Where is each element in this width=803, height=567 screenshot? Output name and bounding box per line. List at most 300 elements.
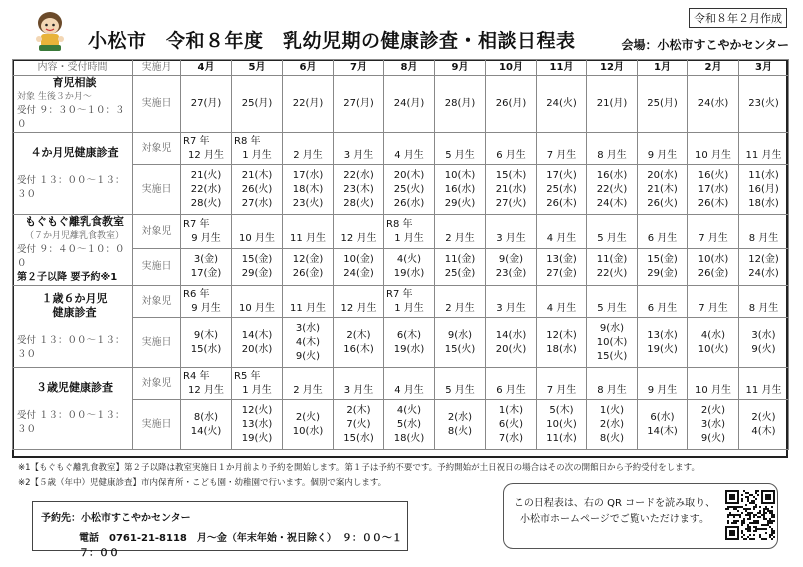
row-reception: 受付 ９：３０～１０：３０ (17, 105, 125, 130)
date-line: 13(金) (546, 254, 577, 266)
date-line: 27(金) (546, 268, 577, 280)
date-line: 2(火) (700, 404, 726, 416)
target-cell (587, 133, 638, 165)
page-title: 小松市 令和８年度 乳幼児期の健康診査・相談日程表 (88, 30, 576, 52)
date-line: 16(火) (697, 169, 729, 181)
date-cell (181, 318, 232, 368)
date-line: 11(金) (596, 254, 628, 266)
header-month: 11月 (537, 60, 587, 76)
target-cell (384, 133, 435, 165)
date-cell (232, 165, 283, 215)
date-line: 24(木) (596, 197, 628, 209)
date-line: 2(木) (346, 404, 371, 416)
row-title: ４か月児健康診査 (30, 145, 119, 159)
date-line: 18(木) (292, 183, 324, 195)
target-cell (232, 286, 283, 318)
date-cell (537, 249, 587, 286)
date-line: 9(火) (751, 343, 776, 355)
date-line: 2(火) (751, 411, 776, 423)
target-month: 11 月生 (290, 232, 326, 244)
row-reception: 受付 １３：００～１３：３０ (17, 334, 125, 360)
qr-code-icon[interactable] (725, 490, 775, 540)
header-month: 7月 (334, 60, 384, 76)
row-target: 対象 生後３か月～ (17, 92, 92, 102)
date-cell (435, 165, 486, 215)
date-line: 20(木) (393, 169, 425, 181)
date-line: 9(金) (498, 254, 524, 266)
target-cell (334, 286, 384, 318)
qr-text-line2: 小松市ホームページでご覧いただけます。 (520, 514, 709, 525)
date-line: 18(水) (546, 343, 577, 355)
table-row (13, 76, 789, 133)
date-cell (587, 165, 638, 215)
date-line: 3(水) (700, 418, 726, 430)
header-kind: 実施月 (133, 60, 181, 76)
date-cell (638, 165, 688, 215)
date-cell: 27(月) (181, 76, 232, 133)
target-month: 9 月生 (191, 232, 221, 244)
date-line: 23(火) (292, 197, 324, 209)
header-month: 9月 (435, 60, 486, 76)
date-line: 17(金) (190, 268, 222, 280)
target-month: 7 月生 (546, 384, 577, 396)
date-line: 8(水) (193, 411, 219, 423)
date-cell (181, 400, 232, 450)
created-date: 令和８年２月作成 (689, 8, 787, 28)
row-label-r4 (13, 286, 133, 368)
target-cell (283, 286, 334, 318)
target-month: 10 月生 (239, 232, 275, 244)
target-cell (181, 368, 232, 400)
impl-label: 実施日 (133, 165, 181, 215)
date-line: 19(水) (393, 268, 425, 280)
date-line: 5(木) (549, 404, 574, 416)
target-month: 6 月生 (496, 384, 526, 396)
target-month: 1 月生 (242, 384, 272, 396)
date-line: 26(木) (697, 197, 729, 209)
date-line: 9(木) (193, 329, 219, 341)
date-cell (384, 165, 435, 215)
date-line: 24(金) (343, 268, 374, 280)
target-year: R7 年 (386, 288, 413, 300)
date-cell (537, 165, 587, 215)
date-line: 29(金) (241, 268, 273, 280)
date-line: 28(火) (190, 197, 222, 209)
target-cell (537, 286, 587, 318)
date-line: 10(火) (697, 343, 729, 355)
date-line: 19(火) (647, 343, 678, 355)
date-cell (334, 400, 384, 450)
date-line: 15(水) (343, 432, 374, 444)
date-line: 2(木) (346, 329, 371, 341)
date-line: 4(水) (700, 329, 726, 341)
target-month: 6 月生 (496, 149, 526, 161)
date-line: 6(木) (396, 329, 422, 341)
date-cell (384, 318, 435, 368)
date-line: 25(水) (546, 183, 577, 195)
date-line: 27(火) (495, 197, 527, 209)
target-month: 3 月生 (343, 384, 374, 396)
date-line: 12(金) (748, 254, 779, 266)
target-cell (181, 286, 232, 318)
table-row (13, 286, 789, 318)
date-line: 9(火) (295, 350, 321, 362)
date-line: 14(木) (647, 425, 678, 437)
row-reception: 受付 ９：４０～１０：００ (17, 244, 125, 269)
date-cell (384, 249, 435, 286)
date-line: 19(火) (241, 432, 273, 444)
date-line: 23(木) (343, 183, 374, 195)
target-cell (688, 215, 739, 249)
target-month: 3 月生 (496, 302, 526, 314)
date-line: 17(火) (546, 169, 577, 181)
date-line: 26(水) (393, 197, 425, 209)
target-cell (587, 286, 638, 318)
date-cell (739, 249, 789, 286)
date-line: 17(水) (292, 169, 324, 181)
date-cell (486, 400, 537, 450)
date-line: 10(木) (444, 169, 476, 181)
schedule-table (12, 59, 789, 450)
date-line: 11(水) (546, 432, 577, 444)
date-line: 25(金) (444, 268, 476, 280)
date-cell (181, 249, 232, 286)
date-cell (181, 165, 232, 215)
target-year: R7 年 (183, 135, 210, 147)
qr-box (503, 483, 778, 549)
target-label: 対象児 (133, 215, 181, 249)
date-line: 15(金) (647, 254, 678, 266)
row-reception: 受付 １３：００～１３：３０ (17, 174, 125, 200)
date-line: 22(火) (596, 183, 628, 195)
date-line: 9(水) (447, 329, 473, 341)
target-month: 5 月生 (445, 149, 475, 161)
target-cell (537, 215, 587, 249)
date-line: 5(水) (396, 418, 422, 430)
date-line: 4(火) (396, 404, 422, 416)
target-year: R4 年 (183, 370, 210, 382)
date-cell: 25(月) (232, 76, 283, 133)
target-month: 6 月生 (647, 232, 678, 244)
date-line: 9(水) (599, 322, 625, 334)
target-cell (181, 215, 232, 249)
header-month: 2月 (688, 60, 739, 76)
date-line: 27(水) (241, 197, 273, 209)
date-cell: 27(月) (334, 76, 384, 133)
date-line: 12(木) (546, 329, 577, 341)
impl-label: 実施日 (133, 318, 181, 368)
date-line: 29(火) (444, 197, 476, 209)
date-cell: 22(月) (283, 76, 334, 133)
header-month: 12月 (587, 60, 638, 76)
date-line: 16(水) (596, 169, 628, 181)
row-label-ikuji (13, 76, 133, 133)
date-cell (334, 249, 384, 286)
date-line: 10(水) (292, 425, 324, 437)
target-cell (486, 215, 537, 249)
target-month: 10 月生 (239, 302, 275, 314)
reserve-note: 第２子以降 要予約※1 (17, 272, 118, 283)
date-line: 14(水) (495, 329, 527, 341)
target-cell (384, 368, 435, 400)
impl-label: 実施日 (133, 76, 181, 133)
target-year: R5 年 (234, 370, 261, 382)
date-line: 6(水) (650, 411, 675, 423)
date-cell (232, 318, 283, 368)
date-line: 1(火) (599, 404, 625, 416)
date-cell: 28(月) (435, 76, 486, 133)
target-cell (232, 215, 283, 249)
header-month: 8月 (384, 60, 435, 76)
date-line: 8(火) (447, 425, 473, 437)
date-cell (384, 400, 435, 450)
target-cell (537, 133, 587, 165)
target-label: 対象児 (133, 286, 181, 318)
target-year: R8 年 (234, 135, 261, 147)
date-line: 25(火) (393, 183, 425, 195)
date-line: 12(火) (241, 404, 273, 416)
target-month: 8 月生 (748, 232, 779, 244)
target-month: 12 月生 (340, 302, 377, 314)
date-cell: 24(火) (537, 76, 587, 133)
target-month: 5 月生 (597, 232, 627, 244)
date-cell (739, 165, 789, 215)
date-cell (688, 249, 739, 286)
target-month: 5 月生 (597, 302, 627, 314)
date-cell (587, 400, 638, 450)
target-cell (739, 215, 789, 249)
target-cell (638, 215, 688, 249)
header-month: 4月 (181, 60, 232, 76)
target-cell (486, 286, 537, 318)
date-line: 10(水) (697, 254, 729, 266)
header-month: 1月 (638, 60, 688, 76)
date-line: 9(火) (700, 432, 726, 444)
target-cell (587, 368, 638, 400)
date-cell: 26(月) (486, 76, 537, 133)
date-cell: 21(月) (587, 76, 638, 133)
date-line: 14(木) (241, 329, 273, 341)
row-label-r2 (13, 133, 133, 215)
date-cell (638, 249, 688, 286)
date-line: 15(火) (596, 350, 628, 362)
venue-label: 会場：小松市すこやかセンター (621, 38, 789, 52)
date-line: 2(火) (295, 411, 321, 423)
target-cell (537, 368, 587, 400)
date-line: 16(木) (343, 343, 374, 355)
target-month: 2 月生 (293, 384, 323, 396)
target-month: 12 月生 (188, 384, 224, 396)
target-cell (688, 368, 739, 400)
date-line: 22(水) (190, 183, 222, 195)
target-cell (739, 133, 789, 165)
date-line: 1(木) (498, 404, 524, 416)
date-line: 4(木) (295, 336, 321, 348)
date-line: 4(木) (751, 425, 776, 437)
date-cell: 23(火) (739, 76, 789, 133)
table-row (13, 60, 789, 76)
target-month: 5 月生 (445, 384, 475, 396)
date-line: 4(火) (396, 254, 422, 266)
date-line: 21(木) (241, 169, 273, 181)
target-month: 8 月生 (597, 384, 627, 396)
date-cell: 24(水) (688, 76, 739, 133)
date-cell (688, 318, 739, 368)
date-cell (283, 249, 334, 286)
target-cell (283, 368, 334, 400)
target-month: 1 月生 (394, 302, 424, 314)
table-row (13, 368, 789, 400)
date-line: 20(火) (495, 343, 527, 355)
date-line: 14(火) (190, 425, 222, 437)
date-cell (283, 400, 334, 450)
target-year: R8 年 (386, 218, 413, 230)
target-month: 7 月生 (698, 232, 728, 244)
date-line: 3(金) (193, 254, 219, 266)
contact-name: 予約先：小松市すこやかセンター (41, 513, 191, 524)
impl-label: 実施日 (133, 249, 181, 286)
header-month: 3月 (739, 60, 789, 76)
row-title: ３歳児健康診査 (36, 380, 113, 394)
row-label-r3 (13, 215, 133, 286)
date-line: 26(金) (292, 268, 324, 280)
date-cell (435, 400, 486, 450)
target-cell (638, 133, 688, 165)
note-1: ※1【もぐもぐ離乳食教室】第２子以降は教室実施日１か月前より予約を開始します。第１子は予約不要です。予約開始が土日祝日の場合はその次の開館日から予約受付をします。 (18, 463, 700, 473)
date-cell (334, 318, 384, 368)
date-line: 15(水) (190, 343, 222, 355)
date-cell (435, 249, 486, 286)
target-cell (334, 215, 384, 249)
target-cell (334, 133, 384, 165)
target-month: 1 月生 (394, 232, 424, 244)
row-label-r5 (13, 368, 133, 450)
date-cell: 24(月) (384, 76, 435, 133)
target-month: 6 月生 (647, 302, 678, 314)
date-cell (638, 318, 688, 368)
target-month: 4 月生 (394, 384, 424, 396)
target-cell (688, 286, 739, 318)
header-month: 5月 (232, 60, 283, 76)
date-cell (283, 165, 334, 215)
date-line: 21(水) (495, 183, 527, 195)
contact-box (32, 501, 408, 559)
date-line: 28(火) (343, 197, 374, 209)
target-month: 3 月生 (496, 232, 526, 244)
target-month: 9 月生 (647, 384, 678, 396)
date-line: 10(木) (596, 336, 628, 348)
target-month: 11 月生 (290, 302, 326, 314)
date-line: 19(水) (393, 343, 425, 355)
date-line: 16(水) (444, 183, 476, 195)
date-line: 29(金) (647, 268, 678, 280)
date-cell (334, 165, 384, 215)
target-month: 9 月生 (647, 149, 678, 161)
date-line: 18(火) (393, 432, 425, 444)
date-line: 17(水) (697, 183, 729, 195)
date-cell (638, 400, 688, 450)
date-line: 21(火) (190, 169, 222, 181)
target-month: 12 月生 (340, 232, 377, 244)
contact-phone: 電話 0761-21-8118 月～金（年末年始・祝日除く） ９：００～１７：００ (79, 533, 402, 559)
date-line: 26(金) (697, 268, 729, 280)
date-line: 24(水) (748, 268, 779, 280)
date-line: 18(水) (748, 197, 779, 209)
date-cell (232, 249, 283, 286)
date-line: 11(水) (748, 169, 779, 181)
row-title: 育児相談 (52, 76, 97, 89)
date-line: 21(木) (647, 183, 678, 195)
target-cell (283, 133, 334, 165)
target-cell (435, 215, 486, 249)
target-cell (638, 368, 688, 400)
target-month: 7 月生 (698, 302, 728, 314)
target-month: 1 月生 (242, 149, 272, 161)
date-cell (688, 400, 739, 450)
date-cell (587, 318, 638, 368)
target-cell (283, 215, 334, 249)
date-cell: 25(月) (638, 76, 688, 133)
date-line: 15(火) (444, 343, 476, 355)
date-line: 3(水) (295, 322, 321, 334)
date-line: 23(金) (495, 268, 527, 280)
target-cell (739, 286, 789, 318)
table-row (13, 215, 789, 249)
target-label: 対象児 (133, 133, 181, 165)
target-month: 2 月生 (445, 232, 475, 244)
target-cell (232, 133, 283, 165)
row-subtitle: （７か月児離乳食教室） (24, 231, 124, 241)
date-line: 10(火) (546, 418, 577, 430)
date-line: 26(火) (647, 197, 678, 209)
target-month: 11 月生 (745, 384, 782, 396)
target-month: 12 月生 (188, 149, 224, 161)
date-line: 12(金) (292, 254, 324, 266)
target-month: 2 月生 (293, 149, 323, 161)
table-row (13, 133, 789, 165)
date-cell (537, 400, 587, 450)
target-cell (688, 133, 739, 165)
target-cell (587, 215, 638, 249)
target-year: R7 年 (183, 218, 210, 230)
target-cell (486, 133, 537, 165)
target-label: 対象児 (133, 368, 181, 400)
qr-text-line1: この日程表は、右の QR コードを読み取り、 (513, 498, 716, 509)
target-month: 4 月生 (546, 302, 577, 314)
target-month: 2 月生 (445, 302, 475, 314)
row-reception: 受付 １３：００～１３：３０ (17, 409, 125, 435)
date-line: 2(水) (599, 418, 625, 430)
date-cell (232, 400, 283, 450)
header-content: 内容・受付時間 (13, 60, 133, 76)
date-line: 3(水) (751, 329, 776, 341)
target-month: 7 月生 (546, 149, 577, 161)
date-line: 22(水) (343, 169, 374, 181)
target-month: 10 月生 (695, 149, 731, 161)
target-cell (384, 215, 435, 249)
target-cell (435, 286, 486, 318)
date-line: 7(火) (346, 418, 371, 430)
date-line: 26(木) (546, 197, 577, 209)
date-line: 26(火) (241, 183, 273, 195)
row-title: もぐもぐ離乳食教室 (25, 215, 124, 228)
date-cell (739, 400, 789, 450)
date-line: 15(木) (495, 169, 527, 181)
target-month: 8 月生 (597, 149, 627, 161)
target-month: 10 月生 (695, 384, 731, 396)
date-line: 20(水) (241, 343, 273, 355)
date-cell (587, 249, 638, 286)
